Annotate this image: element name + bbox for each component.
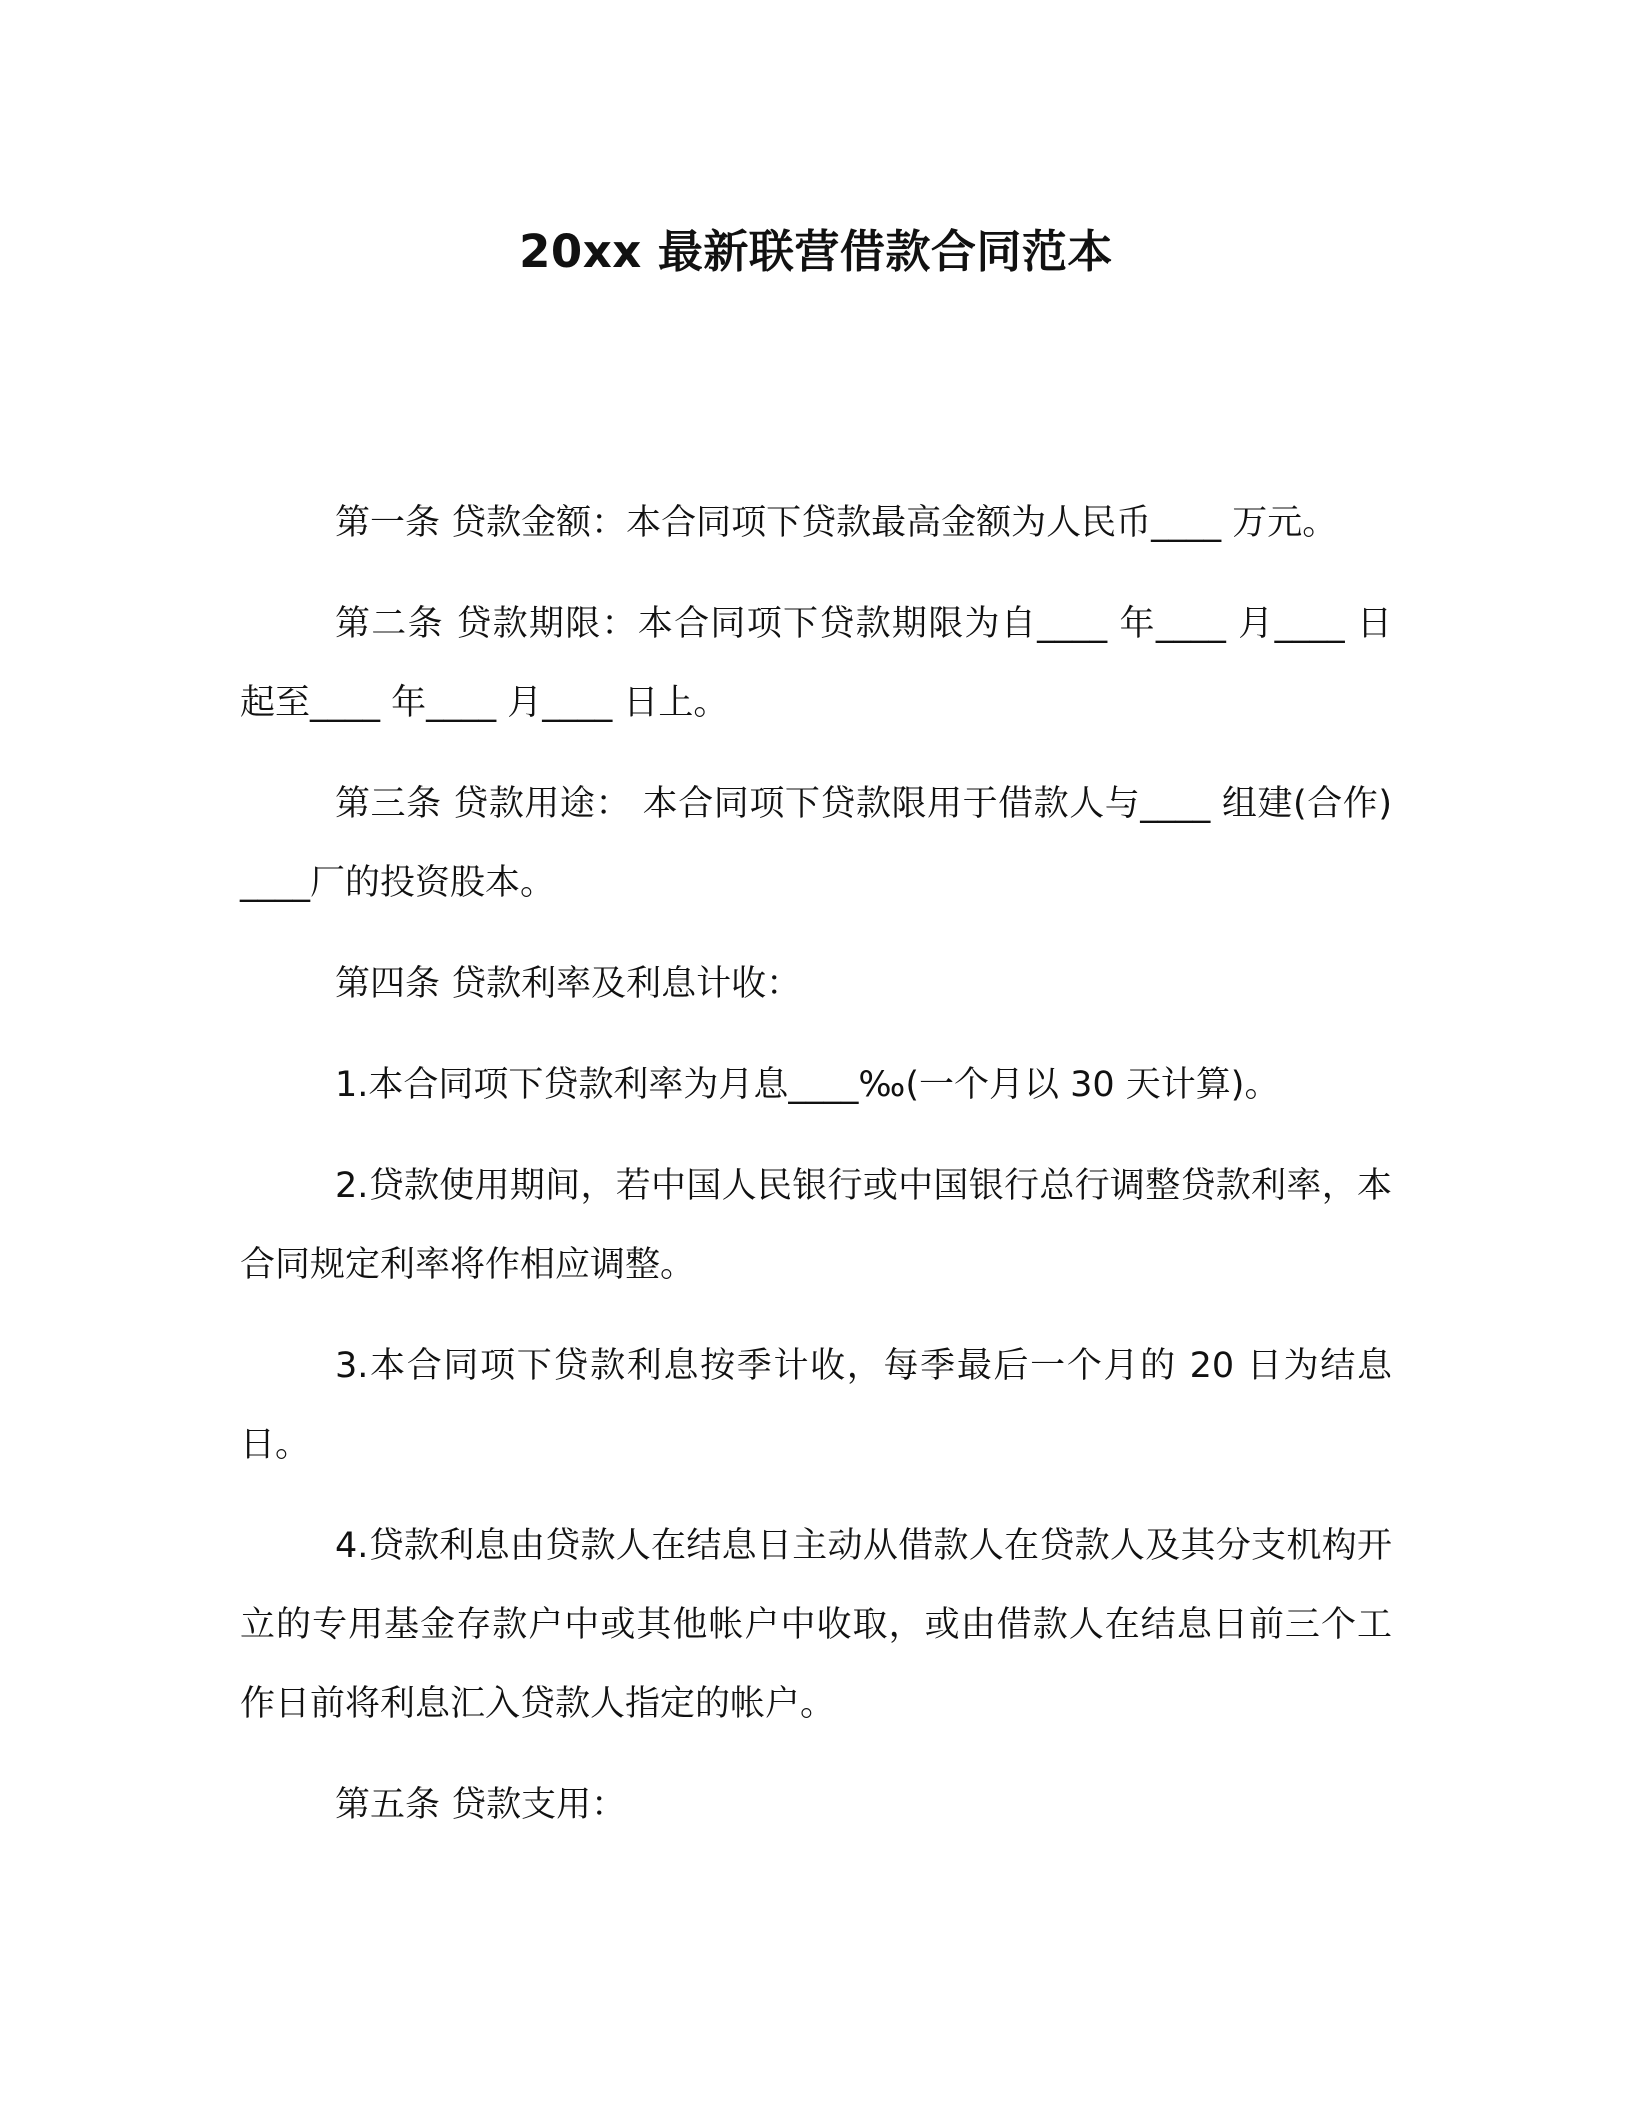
article-4-item-1: 1.本合同项下贷款利率为月息____‰(一个月以 30 天计算)。 xyxy=(335,1065,1280,1105)
article-4-heading: 第四条 贷款利率及利息计收： xyxy=(335,964,802,1004)
article-4-item-3: 3.本合同项下贷款利息按季计收，每季最后一个月的 20 日为结息日。 xyxy=(240,1346,1392,1465)
article-3-paragraph: 第三条 贷款用途： 本合同项下贷款限用于借款人与____ 组建(合作)____厂的投资股本。 xyxy=(240,784,1392,903)
article-5-heading: 第五条 贷款支用： xyxy=(335,1785,627,1825)
document-body xyxy=(240,484,1392,1867)
article-4-item-4: 4.贷款利息由贷款人在结息日主动从借款人在贷款人及其分支机构开立的专用基金存款户中或其他帐户中收取，或由借款人在结息日前三个工作日前将利息汇入贷款人指定的帐户。 xyxy=(240,1526,1392,1724)
document-title: 20xx 最新联营借款合同范本 xyxy=(519,225,1113,278)
article-4-item-2: 2.贷款使用期间，若中国人民银行或中国银行总行调整贷款利率，本合同规定利率将作相应调整。 xyxy=(240,1166,1392,1285)
article-1-paragraph: 第一条 贷款金额：本合同项下贷款最高金额为人民币____ 万元。 xyxy=(335,503,1338,543)
article-2-paragraph: 第二条 贷款期限：本合同项下贷款期限为自____ 年____ 月____ 日起至____ 年____ 月____ 日上。 xyxy=(240,604,1392,723)
